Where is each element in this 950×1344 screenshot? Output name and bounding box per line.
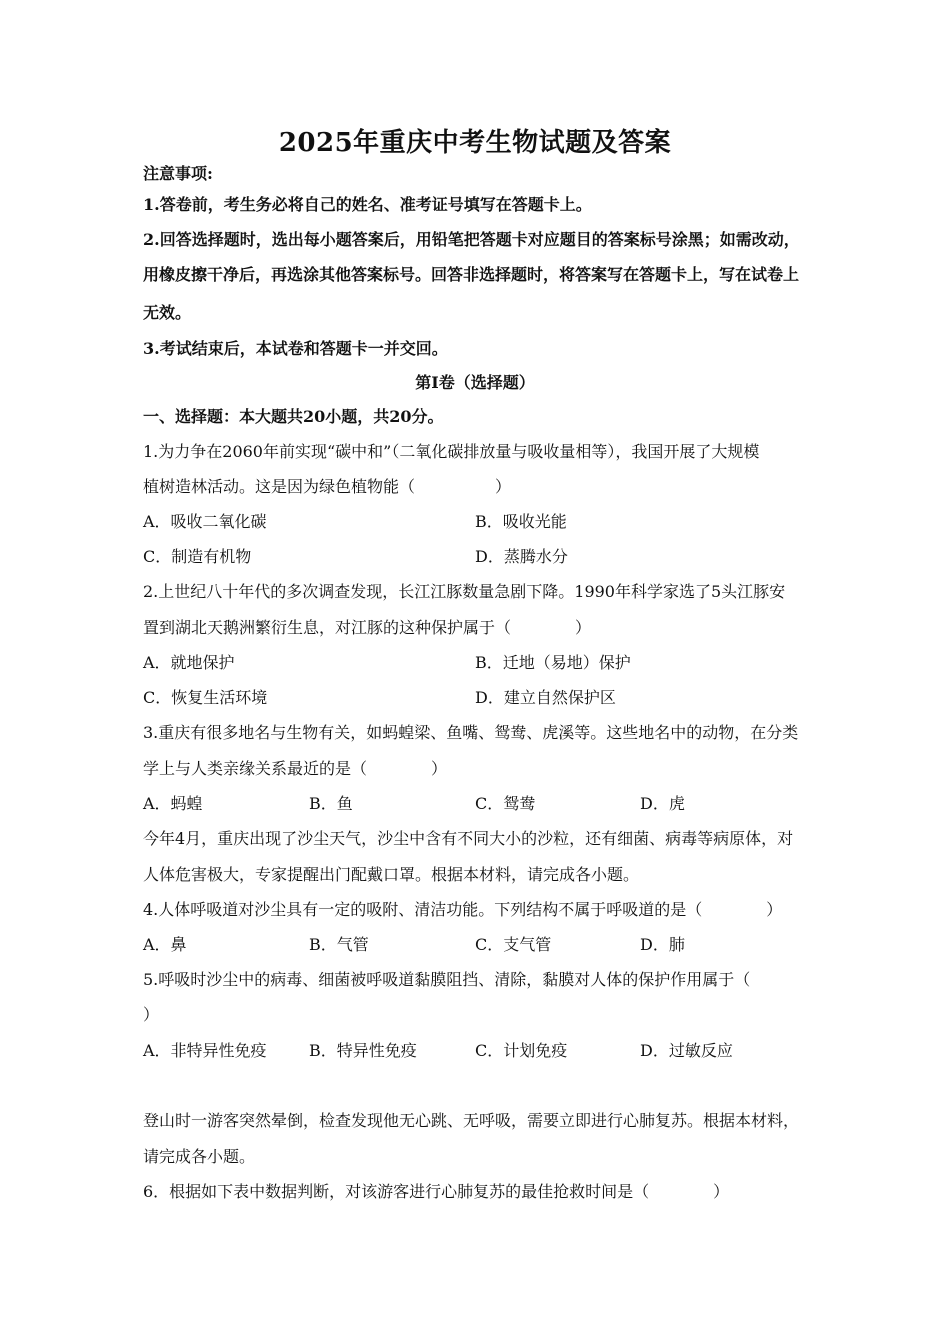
question-6-stem: 6．根据如下表中数据判断，对该游客进行心肺复苏的最佳抢救时间是（ ） xyxy=(143,1182,730,1201)
notice-heading: 注意事项: xyxy=(143,164,213,183)
material-2-text: 登山时一游客突然晕倒，检查发现他无心跳、无呼吸，需要立即进行心肺复苏。根据本材料， xyxy=(143,1111,800,1130)
question-2-stem: 置到湖北天鹅洲繁衍生息，对江豚的这种保护属于（ ） xyxy=(143,618,592,637)
question-3-stem: 3.重庆有很多地名与生物有关，如蚂蝗梁、鱼嘴、鸳鸯、虎溪等。这些地名中的动物，在分类 xyxy=(143,723,799,742)
material-2-text: 请完成各小题。 xyxy=(143,1147,256,1166)
question-5-option-a: A．非特异性免疫 xyxy=(143,1041,267,1060)
material-1-text: 今年4月，重庆出现了沙尘天气，沙尘中含有不同大小的沙粒，还有细菌、病毒等病原体，对 xyxy=(143,829,794,848)
question-3-stem: 学上与人类亲缘关系最近的是（ ） xyxy=(143,759,448,778)
question-4-option-a: A．鼻 xyxy=(143,935,187,954)
question-5-option-d: D．过敏反应 xyxy=(640,1041,733,1060)
question-5-option-b: B．特异性免疫 xyxy=(309,1041,417,1060)
question-1-option-d: D．蒸腾水分 xyxy=(475,547,568,566)
question-3-option-b: B．鱼 xyxy=(309,794,353,813)
question-2-option-a: A．就地保护 xyxy=(143,653,235,672)
notice-item: 无效。 xyxy=(143,303,192,322)
notice-item: 1.答卷前，考生务必将自己的姓名、准考证号填写在答题卡上。 xyxy=(143,195,592,214)
question-1-option-b: B．吸收光能 xyxy=(475,512,567,531)
material-1-text: 人体危害极大，专家提醒出门配戴口罩。根据本材料，请完成各小题。 xyxy=(143,865,640,884)
question-2-option-d: D．建立自然保护区 xyxy=(475,688,616,707)
section-title: 第Ⅰ卷（选择题） xyxy=(415,373,535,392)
question-5-stem: ） xyxy=(143,1005,160,1024)
question-4-option-c: C．支气管 xyxy=(475,935,552,954)
question-3-option-c: C．鸳鸯 xyxy=(475,794,536,813)
page-title: 2025年重庆中考生物试题及答案 xyxy=(278,128,672,158)
question-5-stem: 5.呼吸时沙尘中的病毒、细菌被呼吸道黏膜阻挡、清除，黏膜对人体的保护作用属于（ xyxy=(143,970,751,989)
question-2-stem: 2.上世纪八十年代的多次调查发现，长江江豚数量急剧下降。1990年科学家选了5头江豚安 xyxy=(143,582,786,601)
notice-item: 2.回答选择题时，选出每小题答案后，用铅笔把答题卡对应题目的答案标号涂黑；如需改动， xyxy=(143,230,800,249)
question-4-option-b: B．气管 xyxy=(309,935,369,954)
question-3-option-d: D．虎 xyxy=(640,794,685,813)
notice-item: 3.考试结束后，本试卷和答题卡一并交回。 xyxy=(143,339,448,358)
question-1-option-c: C．制造有机物 xyxy=(143,547,252,566)
question-2-option-b: B．迁地（易地）保护 xyxy=(475,653,631,672)
question-3-option-a: A．蚂蝗 xyxy=(143,794,203,813)
question-1-stem: 1.为力争在2060年前实现“碳中和”（二氧化碳排放量与吸收量相等），我国开展了大规模 xyxy=(143,442,760,461)
question-4-stem: 4.人体呼吸道对沙尘具有一定的吸附、清洁功能。下列结构不属于呼吸道的是（ ） xyxy=(143,900,783,919)
question-1-option-a: A．吸收二氧化碳 xyxy=(143,512,267,531)
question-4-option-d: D．肺 xyxy=(640,935,685,954)
notice-item: 用橡皮擦干净后，再选涂其他答案标号。回答非选择题时，将答案写在答题卡上，写在试卷上 xyxy=(143,265,800,284)
part-heading: 一、选择题：本大题共20小题，共20分。 xyxy=(143,407,444,426)
question-2-option-c: C．恢复生活环境 xyxy=(143,688,268,707)
question-1-stem: 植树造林活动。这是因为绿色植物能（ ） xyxy=(143,477,512,496)
question-5-option-c: C．计划免疫 xyxy=(475,1041,568,1060)
